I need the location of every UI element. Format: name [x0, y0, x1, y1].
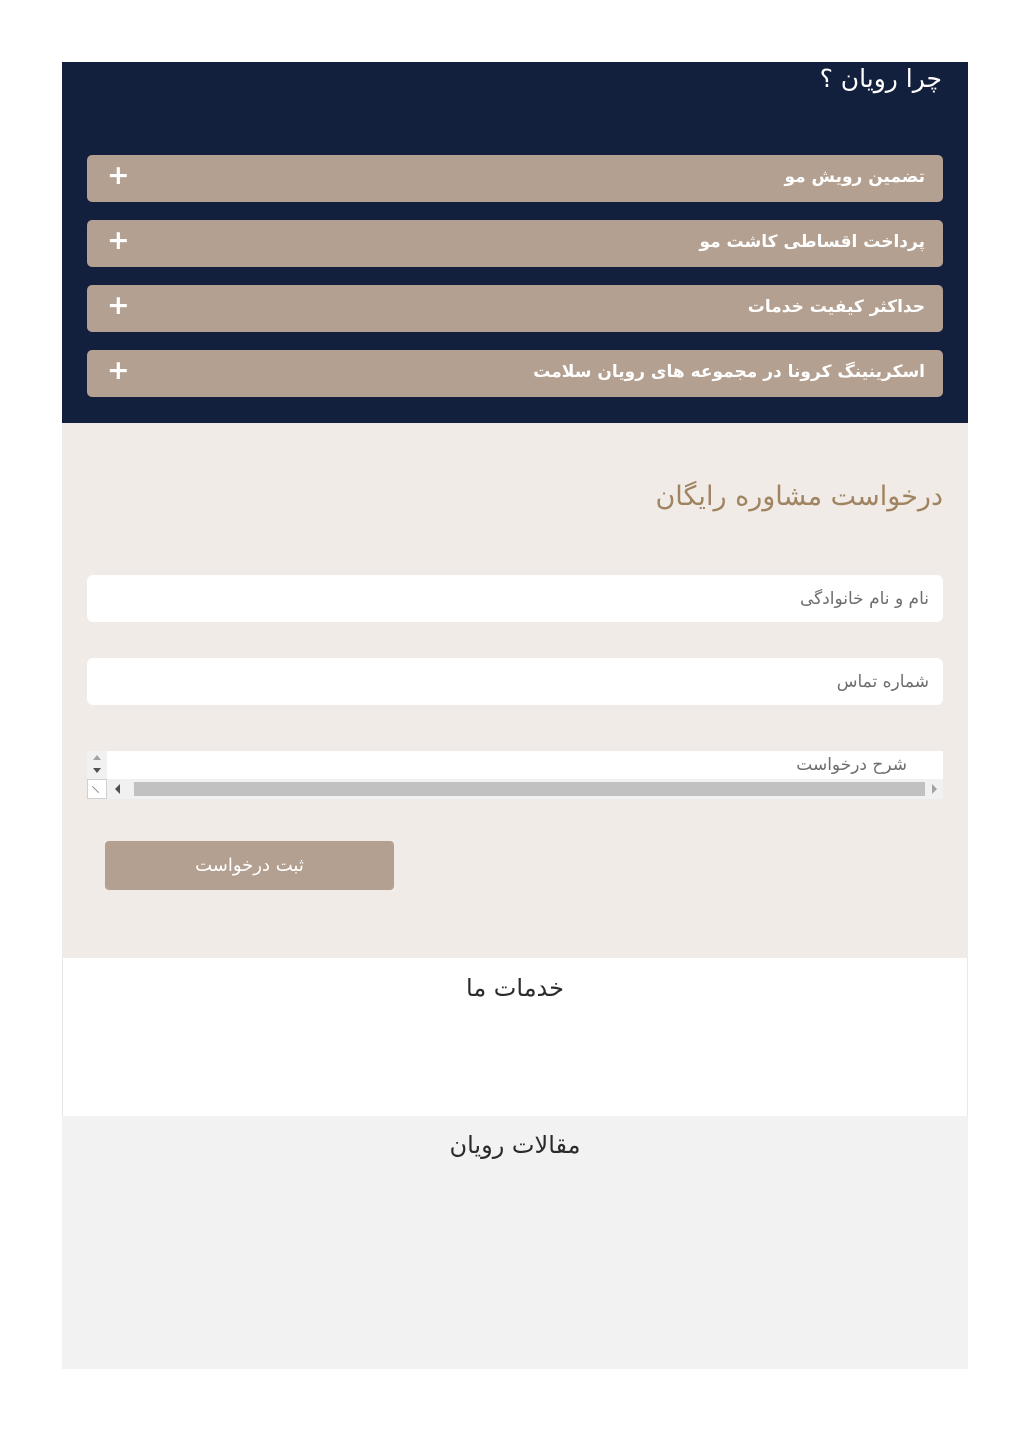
accordion-item-label: اسکرینینگ کرونا در مجموعه های رویان سلامت — [533, 362, 925, 382]
vertical-scrollbar[interactable] — [87, 751, 107, 779]
accordion-item-max-quality[interactable] — [87, 285, 943, 332]
full-name-input[interactable] — [87, 575, 943, 622]
royan-articles-section — [62, 1116, 968, 1369]
consultation-title: درخواست مشاوره رایگان — [655, 481, 943, 512]
free-consultation-section — [62, 423, 968, 958]
scrollbar-thumb[interactable] — [134, 782, 925, 796]
scroll-left-arrow-icon[interactable] — [115, 784, 120, 794]
description-textarea[interactable] — [107, 751, 943, 779]
accordion-item-hair-growth-guarantee[interactable] — [87, 155, 943, 202]
accordion-item-label: پرداخت اقساطی کاشت مو — [699, 232, 925, 252]
accordion-item-corona-screening[interactable] — [87, 350, 943, 397]
plus-icon[interactable]: + — [107, 355, 130, 386]
our-services-section — [62, 958, 968, 1116]
plus-icon[interactable]: + — [107, 225, 130, 256]
why-royan-title: چرا رویان ؟ — [819, 64, 942, 93]
page-container — [62, 62, 968, 1369]
why-royan-section — [62, 62, 968, 423]
horizontal-scrollbar[interactable] — [107, 779, 943, 799]
accordion-item-label: حداکثر کیفیت خدمات — [747, 297, 925, 317]
scroll-right-arrow-icon[interactable] — [932, 784, 937, 794]
scroll-down-arrow-icon[interactable] — [93, 768, 101, 773]
services-title: خدمات ما — [466, 974, 564, 1002]
accordion-item-label: تضمین رویش مو — [784, 167, 925, 187]
accordion-item-installment-payment[interactable] — [87, 220, 943, 267]
plus-icon[interactable]: + — [107, 290, 130, 321]
articles-title: مقالات رویان — [449, 1131, 581, 1159]
resize-handle-icon[interactable] — [87, 779, 107, 799]
scroll-up-arrow-icon[interactable] — [93, 755, 101, 760]
plus-icon[interactable]: + — [107, 160, 130, 191]
description-textarea-wrapper — [87, 751, 943, 799]
submit-request-button[interactable]: ثبت درخواست — [105, 841, 394, 890]
phone-input[interactable] — [87, 658, 943, 705]
